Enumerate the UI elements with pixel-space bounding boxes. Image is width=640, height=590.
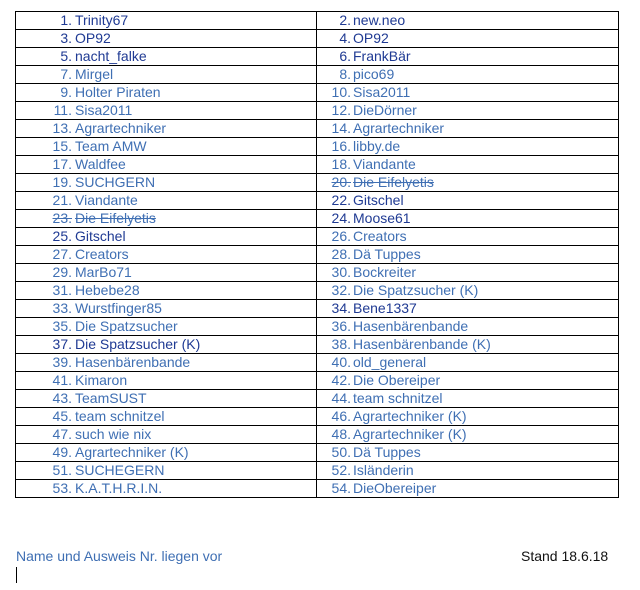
- table-row: [16, 120, 619, 138]
- entry-name: libby.de: [353, 138, 401, 154]
- table-row: [16, 84, 619, 102]
- left-cell: [16, 30, 317, 48]
- table-row: [16, 138, 619, 156]
- entry-name: new.neo: [353, 12, 406, 28]
- entry-name: Trinity67: [75, 12, 129, 28]
- entry-number: 52.: [331, 462, 351, 478]
- left-cell: [16, 174, 317, 192]
- entry-number: 25.: [52, 228, 72, 244]
- entry-number: 12.: [331, 102, 351, 118]
- left-cell: [16, 354, 317, 372]
- entry-name: Agrartechniker: [75, 120, 167, 136]
- left-cell: [16, 12, 317, 30]
- entry-number: 33.: [52, 300, 72, 316]
- right-cell: [317, 336, 619, 354]
- entry-number: 6.: [339, 48, 351, 64]
- table-row: [16, 372, 619, 390]
- entry-name: team schnitzel: [75, 408, 165, 424]
- left-cell: [16, 192, 317, 210]
- entry-name: Hasenbärenbande: [353, 318, 469, 334]
- entry-name: such wie nix: [75, 426, 152, 442]
- entry-name: Agrartechniker (K): [75, 444, 189, 460]
- table-row: [16, 210, 619, 228]
- table-row: [16, 264, 619, 282]
- entry-name: Creators: [353, 228, 407, 244]
- entry-number: 45.: [52, 408, 72, 424]
- left-cell: [16, 282, 317, 300]
- entry-name: Wurstfinger85: [75, 300, 162, 316]
- entry-number: 37.: [52, 336, 72, 352]
- entry-number: 48.: [331, 426, 351, 442]
- entry-number: 32.: [331, 282, 351, 298]
- right-cell: [317, 102, 619, 120]
- entry-number: 53.: [52, 480, 72, 496]
- entry-number: 39.: [52, 354, 72, 370]
- right-cell: [317, 372, 619, 390]
- left-cell: [16, 228, 317, 246]
- table-row: [16, 30, 619, 48]
- table-row: [16, 354, 619, 372]
- entry-number: 8.: [339, 66, 351, 82]
- table-row: [16, 102, 619, 120]
- entry-name: MarBo71: [75, 264, 132, 280]
- entry-name: Moose61: [353, 210, 411, 226]
- right-cell: [317, 84, 619, 102]
- entry-number: 34.: [331, 300, 351, 316]
- entry-number: 23.: [52, 210, 72, 226]
- entry-name: Die Obereiper: [353, 372, 441, 388]
- table-row: [16, 318, 619, 336]
- entry-number: 22.: [331, 192, 351, 208]
- entry-name: K.A.T.H.R.I.N.: [75, 480, 163, 496]
- left-cell: [16, 84, 317, 102]
- right-cell: [317, 228, 619, 246]
- entry-number: 28.: [331, 246, 351, 262]
- right-cell: [317, 282, 619, 300]
- table-row: [16, 246, 619, 264]
- right-cell: [317, 210, 619, 228]
- table-row: [16, 444, 619, 462]
- text-cursor[interactable]: [16, 567, 17, 583]
- entry-name: Hasenbärenbande (K): [353, 336, 491, 352]
- left-cell: [16, 300, 317, 318]
- right-cell: [317, 444, 619, 462]
- entry-name: SUCHEGERN: [75, 462, 165, 478]
- entry-name: team schnitzel: [353, 390, 443, 406]
- left-cell: [16, 462, 317, 480]
- entry-name: Dä Tuppes: [353, 246, 421, 262]
- entry-number: 50.: [331, 444, 351, 460]
- right-cell: [317, 318, 619, 336]
- left-cell: [16, 66, 317, 84]
- entry-number: 14.: [331, 120, 351, 136]
- right-cell: [317, 246, 619, 264]
- table-row: [16, 156, 619, 174]
- entry-number: 13.: [52, 120, 72, 136]
- entry-number: 42.: [331, 372, 351, 388]
- entry-name: Isländerin: [353, 462, 414, 478]
- entry-number: 41.: [52, 372, 72, 388]
- entry-name: Gitschel: [353, 192, 404, 208]
- entry-number: 27.: [52, 246, 72, 262]
- entry-name: Hasenbärenbande: [75, 354, 191, 370]
- table-row: [16, 228, 619, 246]
- table-row: [16, 426, 619, 444]
- participants-table-body: [16, 12, 619, 498]
- entry-name: Die Spatzsucher (K): [353, 282, 479, 298]
- entry-number: 7.: [60, 66, 72, 82]
- entry-number: 35.: [52, 318, 72, 334]
- right-cell: [317, 66, 619, 84]
- entry-number: 20.: [331, 174, 351, 190]
- table-row: [16, 12, 619, 30]
- right-cell: [317, 30, 619, 48]
- entry-name: Die Eifelyetis: [353, 174, 434, 190]
- right-cell: [317, 12, 619, 30]
- entry-number: 44.: [331, 390, 351, 406]
- left-cell: [16, 318, 317, 336]
- left-cell: [16, 210, 317, 228]
- entry-name: Dä Tuppes: [353, 444, 421, 460]
- entry-number: 2.: [339, 12, 351, 28]
- right-cell: [317, 156, 619, 174]
- left-cell: [16, 156, 317, 174]
- entry-number: 49.: [52, 444, 72, 460]
- entry-number: 16.: [331, 138, 351, 154]
- right-cell: [317, 264, 619, 282]
- entry-number: 31.: [52, 282, 72, 298]
- entry-number: 10.: [331, 84, 351, 100]
- entry-name: Sisa2011: [353, 84, 411, 100]
- entry-name: Team AMW: [75, 138, 147, 154]
- left-cell: [16, 480, 317, 498]
- entry-name: OP92: [353, 30, 389, 46]
- entry-number: 18.: [331, 156, 351, 172]
- right-cell: [317, 354, 619, 372]
- left-cell: [16, 138, 317, 156]
- entry-name: nacht_falke: [75, 48, 147, 64]
- left-cell: [16, 408, 317, 426]
- entry-name: Bockreiter: [353, 264, 417, 280]
- right-cell: [317, 174, 619, 192]
- entry-number: 1.: [60, 12, 72, 28]
- entry-name: Viandante: [75, 192, 138, 208]
- right-cell: [317, 48, 619, 66]
- entry-name: Bene1337: [353, 300, 417, 316]
- entry-number: 40.: [331, 354, 351, 370]
- table-row: [16, 408, 619, 426]
- entry-name: Creators: [75, 246, 129, 262]
- left-cell: [16, 426, 317, 444]
- entry-name: TeamSUST: [75, 390, 147, 406]
- participants-table: [15, 11, 619, 498]
- entry-name: Waldfee: [75, 156, 126, 172]
- entry-name: pico69: [353, 66, 395, 82]
- entry-name: Gitschel: [75, 228, 126, 244]
- entry-number: 9.: [60, 84, 72, 100]
- entry-number: 26.: [331, 228, 351, 244]
- left-cell: [16, 48, 317, 66]
- entry-number: 30.: [331, 264, 351, 280]
- table-row: [16, 390, 619, 408]
- entry-name: Viandante: [353, 156, 416, 172]
- table-row: [16, 192, 619, 210]
- entry-number: 51.: [52, 462, 72, 478]
- left-cell: [16, 120, 317, 138]
- entry-name: Die Spatzsucher: [75, 318, 178, 334]
- entry-name: DieObereiper: [353, 480, 437, 496]
- entry-number: 5.: [60, 48, 72, 64]
- right-cell: [317, 300, 619, 318]
- right-cell: [317, 480, 619, 498]
- table-row: [16, 300, 619, 318]
- entry-number: 54.: [331, 480, 351, 496]
- entry-name: Agrartechniker: [353, 120, 445, 136]
- entry-name: Die Spatzsucher (K): [75, 336, 201, 352]
- entry-name: FrankBär: [353, 48, 411, 64]
- table-row: [16, 174, 619, 192]
- entry-number: 4.: [339, 30, 351, 46]
- left-cell: [16, 246, 317, 264]
- left-cell: [16, 336, 317, 354]
- entry-number: 38.: [331, 336, 351, 352]
- footer-date: Stand 18.6.18: [521, 548, 609, 564]
- entry-name: Holter Piraten: [75, 84, 161, 100]
- table-row: [16, 480, 619, 498]
- entry-number: 43.: [52, 390, 72, 406]
- entry-name: Sisa2011: [75, 102, 133, 118]
- right-cell: [317, 426, 619, 444]
- entry-number: 3.: [60, 30, 72, 46]
- entry-name: Die Eifelyetis: [75, 210, 156, 226]
- entry-number: 24.: [331, 210, 351, 226]
- entry-number: 17.: [52, 156, 72, 172]
- entry-number: 36.: [331, 318, 351, 334]
- right-cell: [317, 390, 619, 408]
- entry-name: Agrartechniker (K): [353, 408, 467, 424]
- right-cell: [317, 408, 619, 426]
- table-row: [16, 336, 619, 354]
- entry-name: OP92: [75, 30, 111, 46]
- entry-number: 29.: [52, 264, 72, 280]
- left-cell: [16, 372, 317, 390]
- entry-number: 21.: [52, 192, 72, 208]
- entry-number: 46.: [331, 408, 351, 424]
- entry-number: 19.: [52, 174, 72, 190]
- entry-number: 47.: [52, 426, 72, 442]
- left-cell: [16, 264, 317, 282]
- entry-name: Kimaron: [75, 372, 128, 388]
- right-cell: [317, 192, 619, 210]
- right-cell: [317, 462, 619, 480]
- right-cell: [317, 120, 619, 138]
- footer-note: Name und Ausweis Nr. liegen vor: [16, 548, 223, 564]
- entry-name: DieDörner: [353, 102, 417, 118]
- left-cell: [16, 390, 317, 408]
- table-row: [16, 462, 619, 480]
- entry-name: Mirgel: [75, 66, 114, 82]
- entry-name: Agrartechniker (K): [353, 426, 467, 442]
- right-cell: [317, 138, 619, 156]
- table-row: [16, 48, 619, 66]
- table-row: [16, 66, 619, 84]
- entry-name: old_general: [353, 354, 427, 370]
- left-cell: [16, 102, 317, 120]
- table-row: [16, 282, 619, 300]
- entry-number: 15.: [52, 138, 72, 154]
- entry-name: SUCHGERN: [75, 174, 156, 190]
- left-cell: [16, 444, 317, 462]
- entry-number: 11.: [53, 102, 72, 118]
- entry-name: Hebebe28: [75, 282, 140, 298]
